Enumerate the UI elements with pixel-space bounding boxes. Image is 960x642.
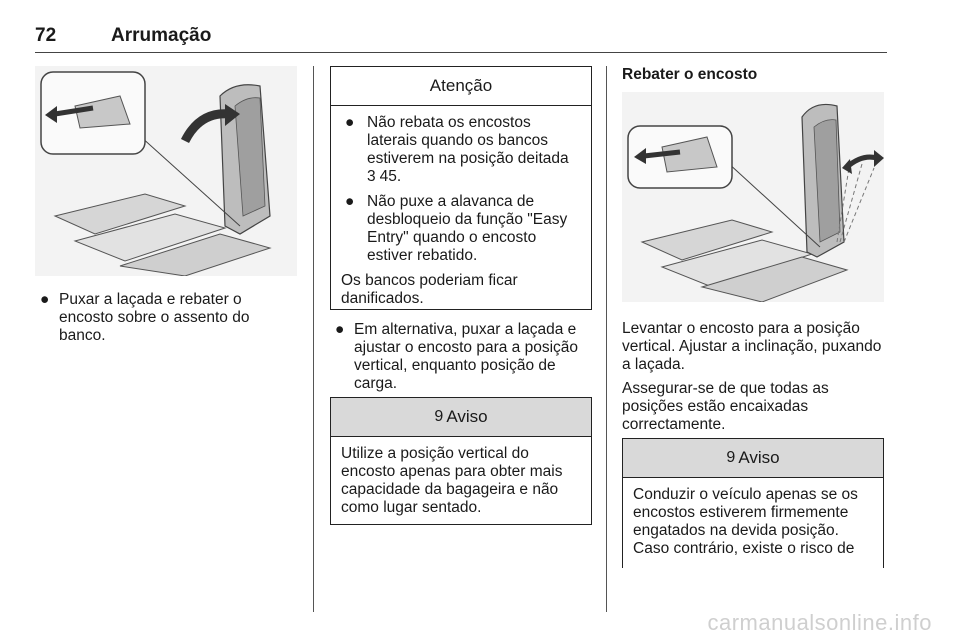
section-title: Rebater o encosto [622, 66, 758, 83]
seat-raise-illustration [622, 92, 884, 302]
warning-title: Aviso [738, 448, 780, 467]
warning-box [330, 397, 592, 525]
page-number: 72 [35, 25, 57, 46]
bullet-text: Em alternativa, puxar a laçada e ajustar o encosto para a posição vertical, enquanto posição de carga. [354, 321, 579, 392]
warning-text: Utilize a posição vertical do encosto apenas para obter mais capacidade da bagageira e não como lugar sentado. [341, 445, 563, 516]
column-divider-1 [313, 66, 314, 612]
bullet-text: Não puxe a alavanca de desbloqueio da função "Easy Entry" quando o encosto estiver rebatido. [367, 193, 568, 264]
warning-header [331, 398, 591, 437]
page-reference-icon: 3 [367, 168, 376, 185]
seat-fold-illustration [35, 66, 297, 276]
watermark: carmanualsonline.info [707, 610, 932, 635]
bullet-dot: ● [345, 193, 355, 210]
page-title: Arrumação [111, 25, 212, 46]
warning-header [623, 439, 883, 478]
warning-icon: 9 [434, 408, 444, 425]
list-item [341, 193, 581, 265]
col1-text [37, 291, 299, 353]
bullet-text: Não rebata os encostos laterais quando os bancos estiverem na posição deitada [367, 114, 569, 167]
page-header [35, 25, 211, 47]
attention-note: Os bancos poderiam ficar danificados. [341, 272, 518, 307]
warning-title: Aviso [446, 407, 488, 426]
page-reference: 45. [379, 168, 402, 185]
column-divider-2 [606, 66, 607, 612]
bullet-dot: ● [40, 291, 50, 308]
attention-box [330, 66, 592, 310]
bullet-text: Puxar a laçada e rebater o encosto sobre o assento do banco. [59, 291, 250, 344]
list-item [341, 114, 581, 186]
bullet-dot: ● [345, 114, 355, 131]
warning-text: Conduzir o veículo apenas se os encostos estiverem firmemente engatados na devida posição. Caso contrário, existe o risco de [633, 486, 858, 557]
paragraph: Levantar o encosto para a posição vertical. Ajustar a inclinação, puxando a laçada. [622, 320, 882, 373]
list-item [37, 291, 299, 345]
header-rule [35, 52, 887, 53]
warning-icon: 9 [726, 449, 736, 466]
bullet-dot: ● [335, 321, 345, 338]
col2-text [332, 321, 592, 401]
warning-box-2 [622, 438, 884, 568]
col3-text [622, 320, 884, 440]
list-item [332, 321, 592, 393]
attention-title: Atenção [331, 67, 591, 106]
paragraph: Assegurar-se de que todas as posições estão encaixadas correctamente. [622, 380, 829, 433]
